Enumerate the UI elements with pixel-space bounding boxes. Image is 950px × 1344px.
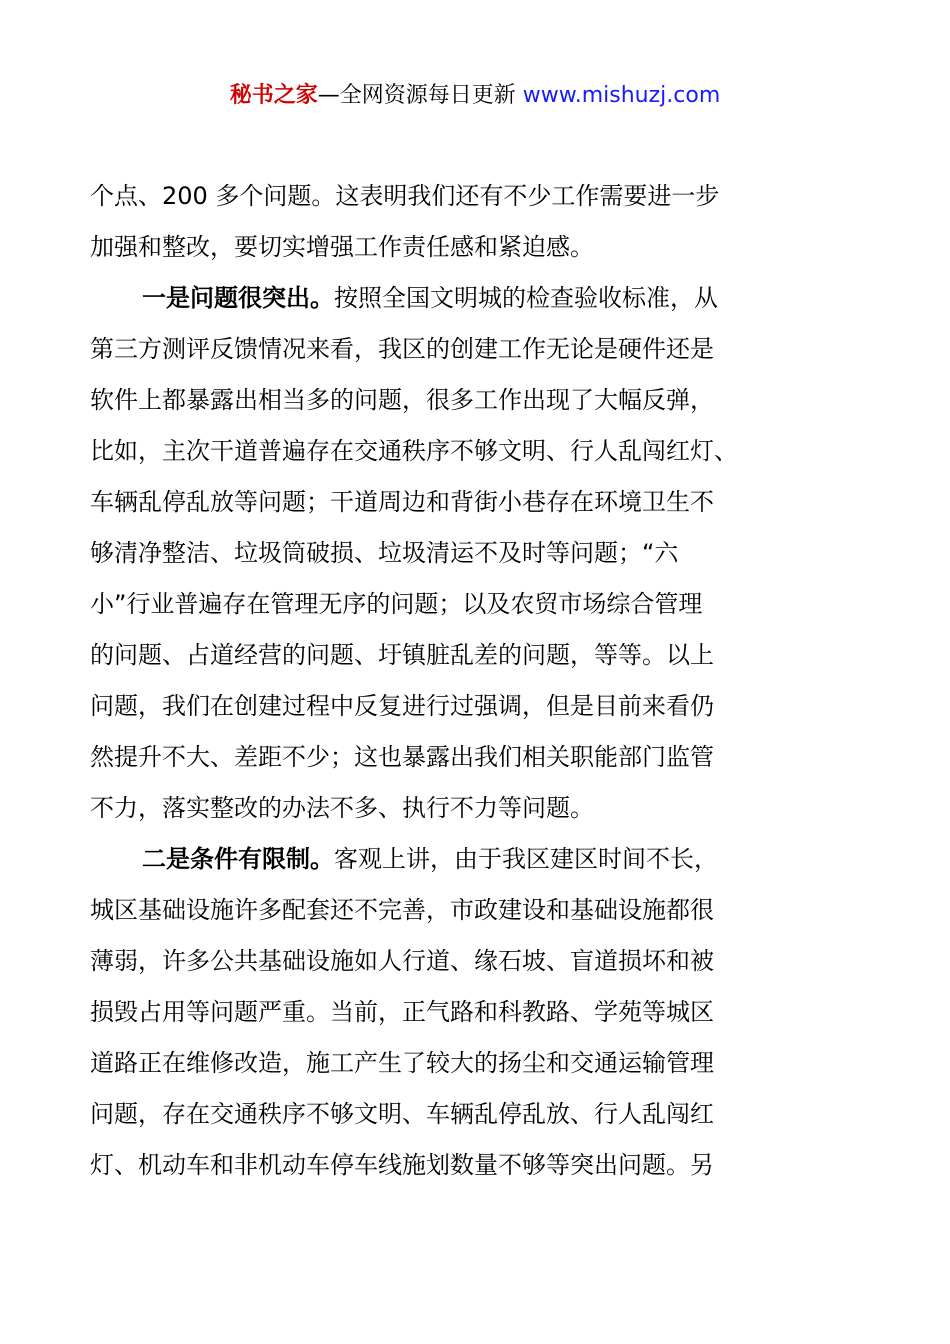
section-heading-line <box>90 273 790 324</box>
text-line: 城区基础设施许多配套还不完善，市政建设和基础设施都很 <box>90 896 714 924</box>
header-url[interactable]: www.mishuzj.com <box>522 83 721 108</box>
section-heading-line <box>90 834 790 885</box>
section-heading: 一是问题很突出。 <box>142 284 334 312</box>
text-line: 个点、200 多个问题。这表明我们还有不少工作需要进一步 <box>90 182 720 210</box>
text-line: 道路正在维修改造，施工产生了较大的扬尘和交通运输管理 <box>90 1049 714 1077</box>
brand-name: 秘书之家 <box>229 83 318 108</box>
header-tagline: —全网资源每日更新 <box>317 83 523 108</box>
section-heading-rest: 按照全国文明城的检查验收标准，从 <box>334 284 718 312</box>
document-body <box>90 171 790 1191</box>
text-line: 够清净整洁、垃圾筒破损、垃圾清运不及时等问题；“六 <box>90 539 679 567</box>
text-line: 薄弱，许多公共基础设施如人行道、缘石坡、盲道损坏和被 <box>90 947 714 975</box>
section-heading: 二是条件有限制。 <box>142 845 334 873</box>
text-line: 然提升不大、差距不少；这也暴露出我们相关职能部门监管 <box>90 743 714 771</box>
section-heading-rest: 客观上讲，由于我区建区时间不长， <box>334 845 718 873</box>
text-line: 损毁占用等问题严重。当前，正气路和科教路、学苑等城区 <box>90 998 714 1026</box>
text-line: 车辆乱停乱放等问题；干道周边和背街小巷存在环境卫生不 <box>90 488 714 516</box>
text-line: 问题，我们在创建过程中反复进行过强调，但是目前来看仍 <box>90 692 714 720</box>
text-line: 不力，落实整改的办法不多、执行不力等问题。 <box>90 794 594 822</box>
text-line: 软件上都暴露出相当多的问题，很多工作出现了大幅反弹， <box>90 386 714 414</box>
text-line: 的问题、占道经营的问题、圩镇脏乱差的问题，等等。以上 <box>90 641 714 669</box>
page-header <box>0 80 950 112</box>
text-line: 比如，主次干道普遍存在交通秩序不够文明、行人乱闯红灯、 <box>90 437 738 465</box>
text-line: 问题，存在交通秩序不够文明、车辆乱停乱放、行人乱闯红 <box>90 1100 714 1128</box>
text-line: 小”行业普遍存在管理无序的问题；以及农贸市场综合管理 <box>90 590 703 618</box>
text-line: 第三方测评反馈情况来看，我区的创建工作无论是硬件还是 <box>90 335 714 363</box>
text-line: 加强和整改，要切实增强工作责任感和紧迫感。 <box>90 233 594 261</box>
text-line: 灯、机动车和非机动车停车线施划数量不够等突出问题。另 <box>90 1151 714 1179</box>
